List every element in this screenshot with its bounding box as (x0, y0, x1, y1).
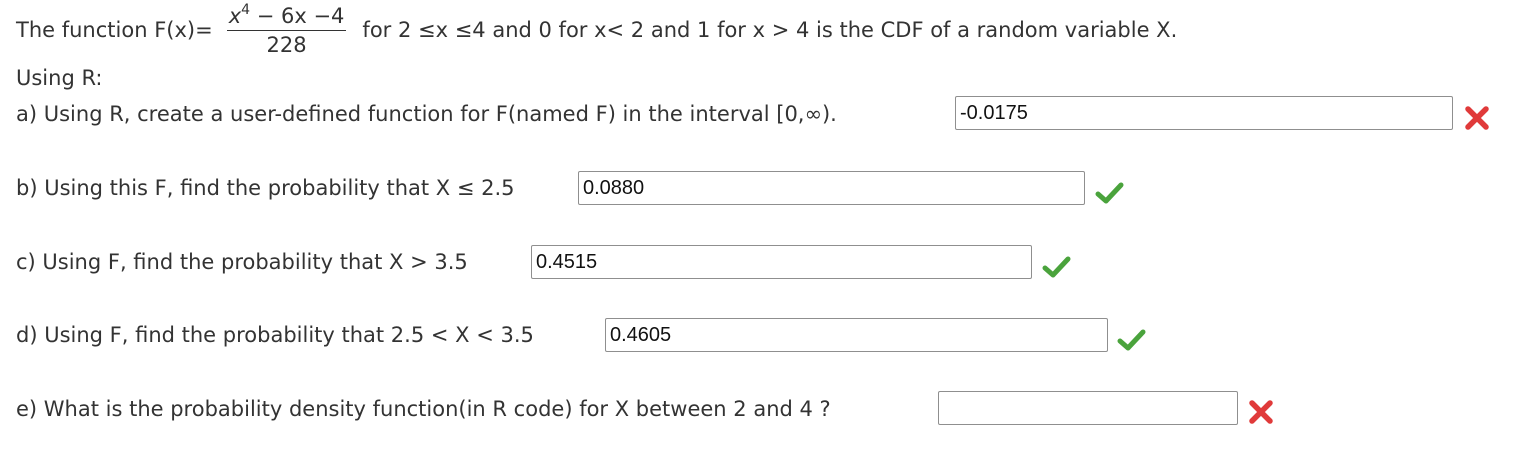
part-b-answer-input[interactable] (578, 171, 1085, 205)
question-intro: The function F(x)= (16, 18, 213, 42)
numerator-variable: x (228, 3, 242, 28)
fraction-denominator: 228 (266, 32, 307, 57)
question-line (16, 1, 1178, 57)
part-a-label: a) Using R, create a user-defined function for F(named F) in the interval [0,∞). (16, 102, 837, 126)
part-c-label: c) Using F, find the probability that X > 3.5 (16, 250, 468, 274)
part-a-answer-input[interactable] (955, 96, 1453, 130)
part-b-check-icon (1094, 178, 1124, 208)
fraction-numerator (227, 1, 347, 31)
part-c-check-icon (1041, 252, 1071, 282)
part-d-label: d) Using F, find the probability that 2.5 < X < 3.5 (16, 323, 534, 347)
part-d-check-icon (1116, 325, 1146, 355)
part-d-answer-input[interactable] (605, 318, 1108, 352)
part-e-cross-icon (1246, 397, 1276, 427)
question-domain-text: for 2 ≤x ≤4 and 0 for x< 2 and 1 for x > 4 is the CDF of a random variable X. (362, 18, 1178, 42)
part-e-answer-input[interactable] (938, 391, 1238, 425)
numerator-exponent: 4 (241, 1, 251, 18)
using-r-heading: Using R: (16, 66, 103, 90)
numerator-rest: − 6x −4 (250, 3, 345, 28)
part-a-cross-icon (1462, 103, 1492, 133)
part-b-label: b) Using this F, find the probability that X ≤ 2.5 (16, 176, 515, 200)
cdf-fraction (227, 1, 347, 57)
part-c-answer-input[interactable] (531, 245, 1032, 279)
part-e-label: e) What is the probability density function(in R code) for X between 2 and 4 ? (16, 397, 831, 421)
